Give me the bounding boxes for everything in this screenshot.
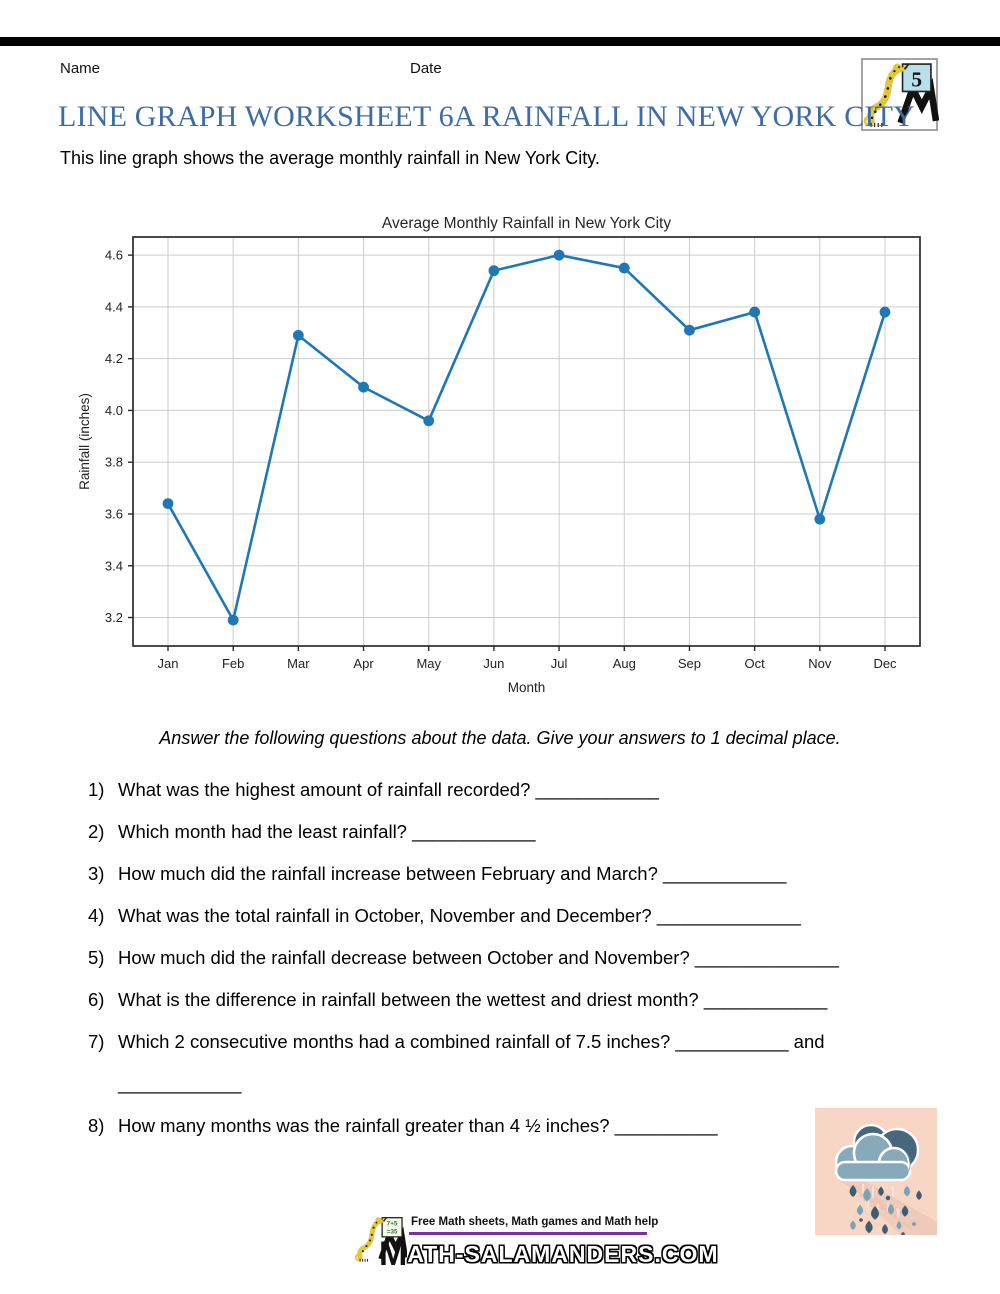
svg-text:=35: =35 bbox=[386, 1228, 398, 1236]
svg-text:Average Monthly Rainfall in Ne: Average Monthly Rainfall in New York City bbox=[381, 215, 672, 232]
footer-tagline: Free Math sheets, Math games and Math help bbox=[411, 1216, 659, 1228]
question-5 bbox=[88, 937, 950, 979]
question-6 bbox=[88, 979, 950, 1021]
svg-text:4.4: 4.4 bbox=[104, 299, 123, 315]
question-text: How much did the rainfall decrease between October and November? ______________ bbox=[118, 947, 839, 968]
question-7 bbox=[88, 1021, 950, 1063]
svg-text:Jun: Jun bbox=[483, 656, 505, 671]
question-number: 5) bbox=[88, 947, 105, 968]
question-number: 7) bbox=[88, 1031, 105, 1052]
question-text: Which month had the least rainfall? ____________ bbox=[118, 821, 536, 842]
svg-text:3.2: 3.2 bbox=[104, 610, 123, 626]
svg-text:Month: Month bbox=[507, 680, 546, 695]
question-2 bbox=[88, 811, 950, 853]
svg-text:7+5: 7+5 bbox=[386, 1220, 398, 1228]
svg-text:May: May bbox=[416, 656, 442, 671]
question-number: 2) bbox=[88, 821, 105, 842]
question-number: 1) bbox=[88, 779, 105, 800]
question-number: 3) bbox=[88, 863, 105, 884]
svg-text:3.8: 3.8 bbox=[104, 454, 123, 470]
svg-text:Aug: Aug bbox=[612, 656, 636, 671]
site-initial-m: M bbox=[379, 1235, 408, 1273]
question-text: What is the difference in rainfall between the wettest and driest month? ____________ bbox=[118, 989, 828, 1010]
svg-text:4.0: 4.0 bbox=[104, 402, 123, 418]
svg-text:Feb: Feb bbox=[221, 656, 245, 671]
page-title: LINE GRAPH WORKSHEET 6A RAINFALL IN NEW YORK CITY bbox=[58, 100, 915, 133]
svg-text:Jan: Jan bbox=[157, 656, 179, 671]
questions-list bbox=[88, 769, 950, 1147]
top-border-rule bbox=[0, 37, 1000, 46]
question-text: How many months was the rainfall greater than 4 ½ inches? __________ bbox=[118, 1115, 718, 1136]
svg-text:Mar: Mar bbox=[287, 656, 310, 671]
rain-cloud-icon bbox=[815, 1108, 937, 1235]
svg-text:Rainfall (inches): Rainfall (inches) bbox=[77, 393, 92, 490]
svg-text:4.2: 4.2 bbox=[104, 351, 123, 367]
svg-text:3.4: 3.4 bbox=[104, 558, 123, 574]
name-field-label: Name bbox=[60, 60, 101, 77]
question-1 bbox=[88, 769, 950, 811]
date-field-label: Date bbox=[410, 60, 442, 77]
footer-site-name bbox=[379, 1235, 719, 1274]
instructions-text: Answer the following questions about the data. Give your answers to 1 decimal place. bbox=[159, 728, 841, 748]
svg-text:4.6: 4.6 bbox=[104, 247, 123, 263]
svg-text:Nov: Nov bbox=[808, 656, 832, 671]
question-number: 6) bbox=[88, 989, 105, 1010]
question-7-continuation-blank: ____________ bbox=[118, 1073, 242, 1094]
svg-text:Sep: Sep bbox=[677, 656, 702, 671]
question-4 bbox=[88, 895, 950, 937]
question-text: What was the total rainfall in October, November and December? ______________ bbox=[118, 905, 801, 926]
page-subtitle: This line graph shows the average monthly rainfall in New York City. bbox=[60, 148, 600, 168]
svg-text:Dec: Dec bbox=[873, 656, 897, 671]
grade-number: 5 bbox=[911, 67, 923, 92]
svg-text:Apr: Apr bbox=[353, 656, 374, 671]
question-text: How much did the rainfall increase between February and March? ____________ bbox=[118, 863, 787, 884]
question-text: What was the highest amount of rainfall recorded? ____________ bbox=[118, 779, 659, 800]
question-3 bbox=[88, 853, 950, 895]
question-number: 8) bbox=[88, 1115, 105, 1136]
svg-text:3.6: 3.6 bbox=[104, 506, 123, 522]
svg-text:Jul: Jul bbox=[550, 656, 568, 671]
question-text: Which 2 consecutive months had a combined rainfall of 7.5 inches? ___________ and bbox=[118, 1031, 825, 1052]
footer bbox=[353, 1211, 719, 1273]
rain-cloud-illustration bbox=[815, 1108, 937, 1235]
site-rest-text: ATH-SALAMANDERS.COM bbox=[407, 1241, 719, 1267]
rainfall-line-chart bbox=[75, 212, 925, 704]
chart-canvas bbox=[75, 212, 925, 704]
svg-text:Oct: Oct bbox=[744, 656, 765, 671]
question-number: 4) bbox=[88, 905, 105, 926]
